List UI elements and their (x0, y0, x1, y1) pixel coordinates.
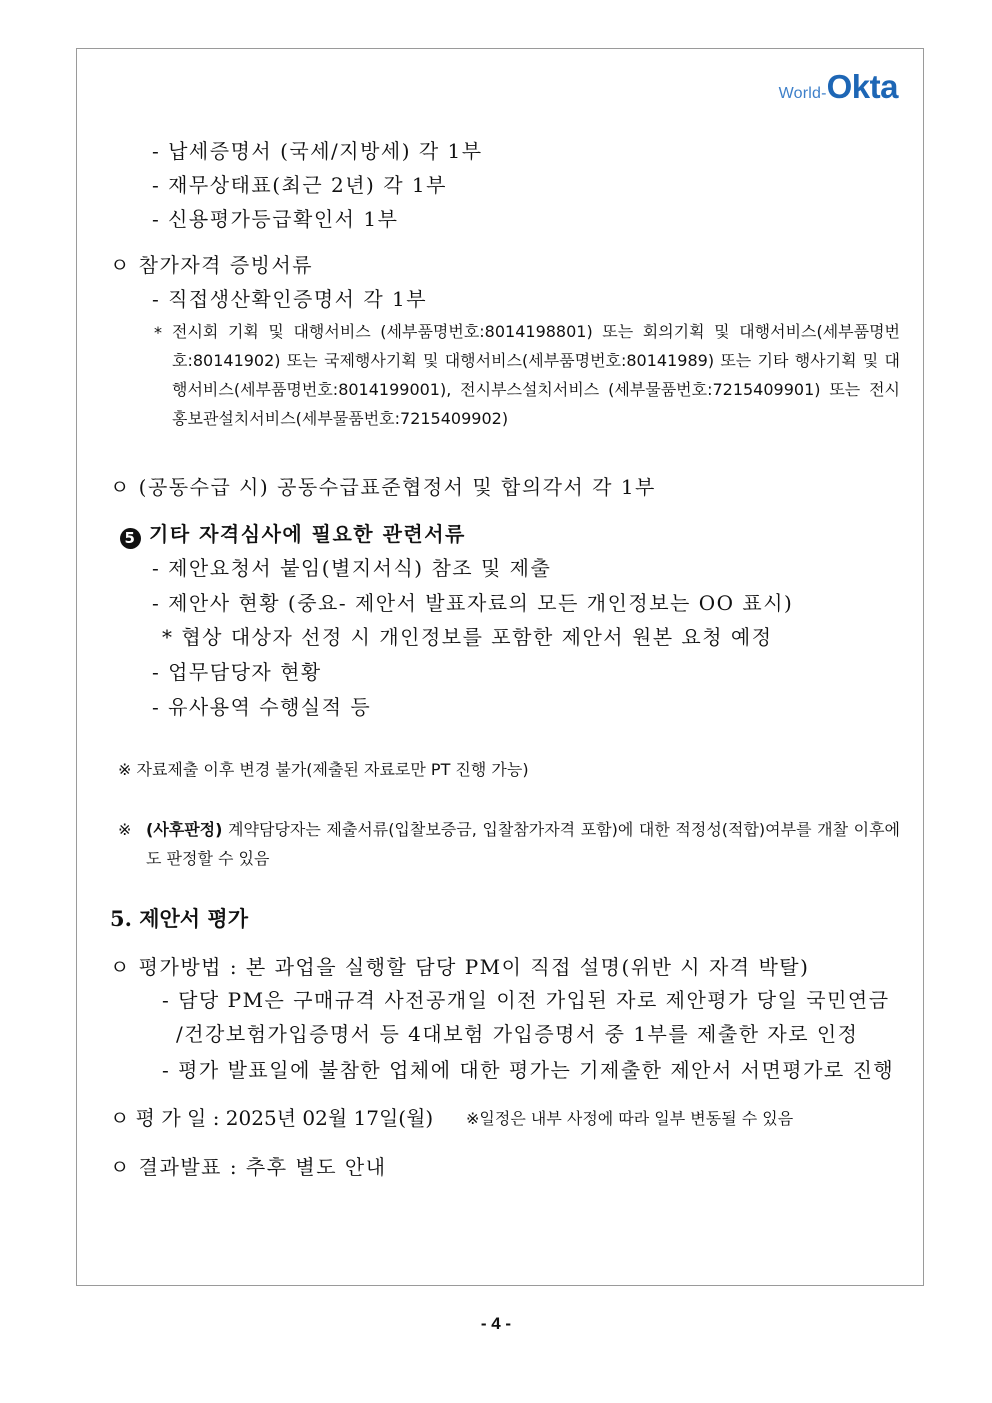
tax-doc-item: - 납세증명서 (국세/지방세) 각 1부 (152, 139, 483, 163)
page-number: - 4 - (480, 1314, 512, 1333)
notice-post-judgment-label: (사후판정) (146, 820, 223, 839)
note-mark: * (154, 323, 162, 342)
evaluation-method-sub-cont: /건강보험가입증명서 등 4대보험 가입증명서 중 1부를 제출한 자로 인정 (176, 1022, 859, 1046)
result-announcement: ㅇ 결과발표 : 추후 별도 안내 (110, 1155, 387, 1179)
qualification-heading: ㅇ 참가자격 증빙서류 (110, 253, 314, 277)
evaluation-date-note: ※일정은 내부 사정에 따라 일부 변동될 수 있음 (466, 1109, 794, 1128)
other-doc-item: - 제안사 현황 (중요- 제안서 발표자료의 모든 개인정보는 OO 표시) (152, 591, 794, 615)
notice-mark: ※ (118, 820, 132, 839)
qualification-item: - 직접생산확인증명서 각 1부 (152, 287, 428, 311)
world-okta-logo (779, 70, 898, 103)
other-doc-item: - 유사용역 수행실적 등 (152, 695, 372, 719)
tax-doc-item: - 신용평가등급확인서 1부 (152, 207, 399, 231)
joint-bid-docs: ㅇ (공동수급 시) 공동수급표준협정서 및 합의각서 각 1부 (110, 475, 656, 499)
other-doc-note: * 협상 대상자 선정 시 개인정보를 포함한 제안서 원본 요청 예정 (162, 625, 773, 649)
notice-no-change: ※ 자료제출 이후 변경 불가(제출된 자료로만 PT 진행 가능) (118, 760, 529, 779)
other-doc-item: - 제안요청서 붙임(별지서식) 참조 및 제출 (152, 556, 552, 580)
number-5-icon: 5 (120, 528, 141, 549)
notice-post-judgment-text: 계약담당자는 제출서류(입찰보증금, 입찰참가자격 포함)에 대한 적정성(적합)여부를 개찰 이후에도 판정할 수 있음 (146, 820, 900, 868)
qualification-note: 전시회 기획 및 대행서비스 (세부품명번호:8014198801) 또는 회의기획 및 대행서비스(세부품명번호:80141902) 또는 국제행사기획 및 대행서비스(세부품명번호:80141989) 또는 기타 행사기획 및 대행서비스(세부품명번호:8014199001), 전시부스설치서비스 (세부물품번호:7215409901) 또는 전시홍보관설치서비스(세부물품번호:7215409902) (172, 322, 900, 428)
notice-post-judgment (146, 815, 900, 873)
other-docs-heading (120, 522, 466, 549)
evaluation-date: ㅇ 평 가 일 : 2025년 02월 17일(월) (110, 1106, 434, 1130)
other-docs-heading-text: 기타 자격심사에 필요한 관련서류 (149, 522, 466, 546)
evaluation-method-sub: - 평가 발표일에 불참한 업체에 대한 평가는 기제출한 제안서 서면평가로 진행 (162, 1058, 895, 1082)
tax-doc-item: - 재무상태표(최근 2년) 각 1부 (152, 173, 447, 197)
section-5-title: 5. 제안서 평가 (110, 906, 248, 931)
evaluation-method-sub: - 담당 PM은 구매규격 사전공개일 이전 가입된 자로 제안평가 당일 국민연금 (162, 988, 890, 1012)
other-doc-item: - 업무담당자 현황 (152, 660, 322, 684)
evaluation-method: ㅇ 평가방법 : 본 과업을 실행할 담당 PM이 직접 설명(위반 시 자격 박탈) (110, 955, 810, 979)
logo-prefix: World- (778, 85, 827, 102)
logo-name: Okta (826, 68, 898, 105)
